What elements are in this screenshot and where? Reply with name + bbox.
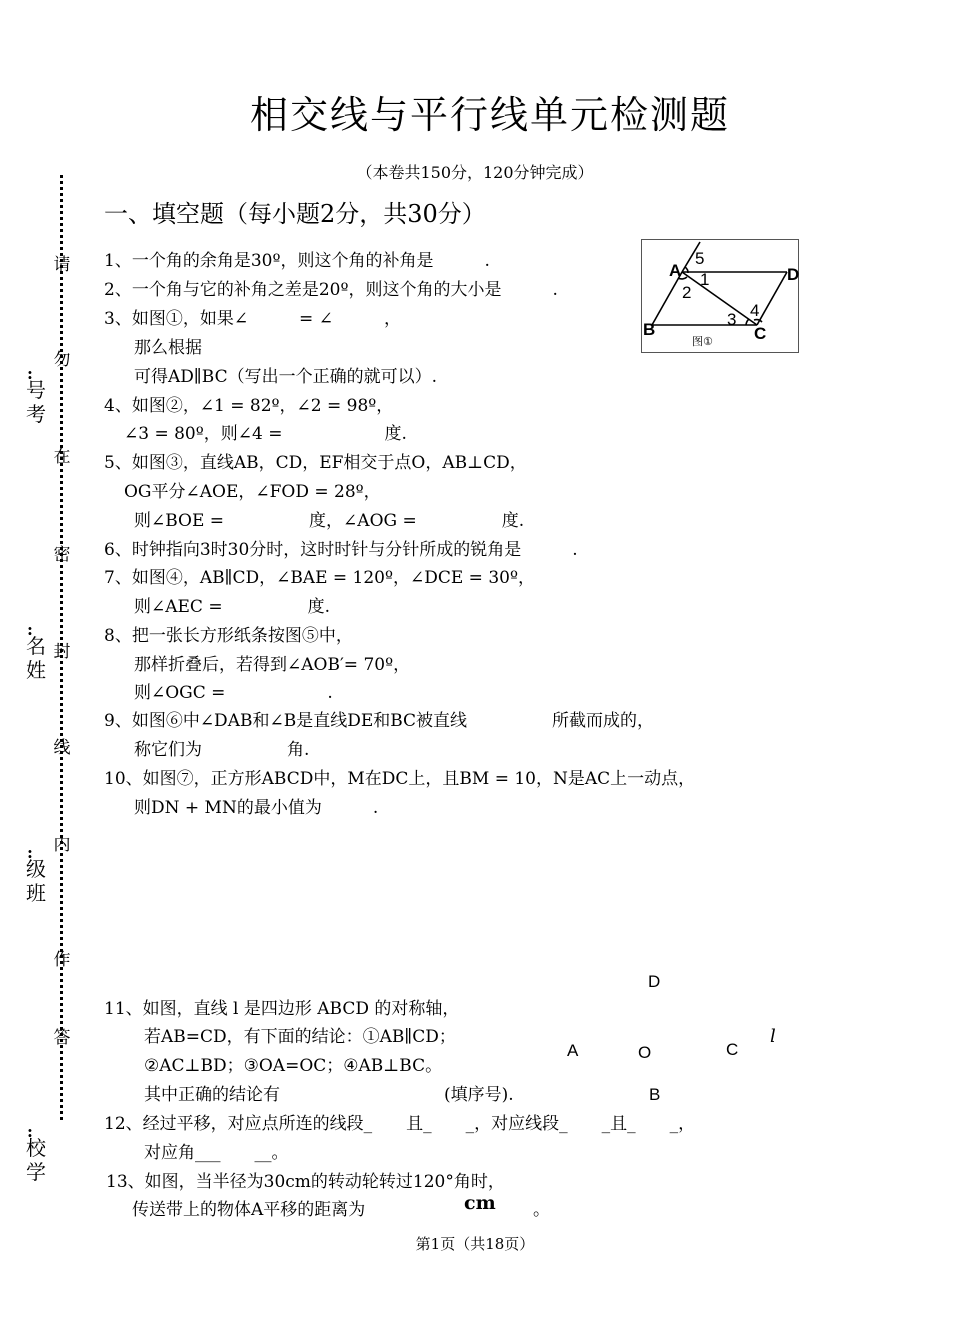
figure-1-label: 1 <box>700 270 710 289</box>
question-9-line-2: 称它们为 角. <box>134 740 310 760</box>
binding-char: 勿 <box>53 350 71 370</box>
question-11-line-4: 其中正确的结论有 <box>144 1085 280 1105</box>
figure-11-axis-label: l <box>770 1026 776 1047</box>
page-subtitle: （本卷共150分，120分钟完成） <box>356 163 594 182</box>
figure-1 <box>641 239 799 353</box>
figure-1-diagram <box>642 240 798 352</box>
figure-1-label: 5 <box>695 249 705 268</box>
question-13-end: 。 <box>533 1200 550 1220</box>
question-5-line-1: 5、如图③，直线AB，CD，EF相交于点O，AB⊥CD， <box>104 453 527 473</box>
question-12-line-1: 12、经过平移，对应点所连的线段_ 且_ _，对应线段_ _且_ _， <box>104 1114 696 1134</box>
binding-char: 作 <box>53 950 71 970</box>
figure-1-label: 3 <box>727 310 737 329</box>
question-13-line-1: 13、如图，当半径为30cm的转动轮转过120°角时， <box>106 1172 505 1192</box>
question-5-line-2: OG平分∠AOE，∠FOD = 28º， <box>124 482 381 502</box>
binding-field-class: 级班 <box>26 857 46 905</box>
question-3-line-1: 3、如图①，如果∠ = ∠ ， <box>104 309 401 329</box>
question-1: 1、一个角的余角是30º，则这个角的补角是 . <box>104 251 490 271</box>
binding-char: 在 <box>53 447 71 467</box>
figure-11-label: O <box>638 1043 652 1062</box>
question-4-line-1: 4、如图②，∠1 = 82º，∠2 = 98º， <box>104 396 394 416</box>
question-3-line-3: 可得AD∥BC（写出一个正确的就可以）. <box>134 367 437 387</box>
question-2: 2、一个角与它的补角之差是20º，则这个角的大小是 . <box>104 280 558 300</box>
question-11-line-3: ②AC⊥BD；③OA=OC；④AB⊥BC。 <box>144 1056 443 1076</box>
binding-char: 封 <box>53 642 71 662</box>
question-7-line-1: 7、如图④，AB∥CD，∠BAE = 120º，∠DCE = 30º， <box>104 568 535 588</box>
question-8-line-1: 8、把一张长方形纸条按图⑤中， <box>104 626 353 646</box>
question-7-line-2: 则∠AEC = 度. <box>134 597 330 617</box>
question-5-line-3: 则∠BOE = 度，∠AOG = 度. <box>134 511 525 531</box>
question-13-line-2: 传送带上的物体A平移的距离为 <box>132 1200 366 1220</box>
figure-11-label: C <box>726 1040 739 1059</box>
question-3-line-2: 那么根据 <box>134 338 202 358</box>
figure-1-label: 2 <box>682 283 692 302</box>
binding-field-name: 名姓 <box>26 634 46 682</box>
figure-1-label: 4 <box>750 301 760 320</box>
section-heading: 一、填空题（每小题2分，共30分） <box>104 200 486 228</box>
question-11-line-2: 若AB=CD，有下面的结论：①AB∥CD； <box>144 1027 456 1047</box>
question-9-line-1: 9、如图⑥中∠DAB和∠B是直线DE和BC被直线 所截而成的， <box>104 711 655 731</box>
figure-11-label: D <box>648 972 661 991</box>
question-11-fill-hint: (填序号). <box>444 1085 514 1105</box>
binding-char: 密 <box>53 545 71 565</box>
question-8-line-3: 则∠OGC = . <box>134 683 333 703</box>
binding-char: 线 <box>53 738 71 758</box>
figure-11-label: B <box>649 1085 661 1104</box>
figure-1-label: A <box>669 261 682 280</box>
question-10-line-2: 则DN + MN的最小值为 . <box>134 798 379 818</box>
binding-field-exam-number: 号考 <box>26 378 46 426</box>
page-title: 相交线与平行线单元检测题 <box>249 93 730 137</box>
figure-1-label: D <box>787 265 800 284</box>
question-4-line-2: ∠3 = 80º，则∠4 = 度. <box>124 424 407 444</box>
question-6: 6、时钟指向3时30分时，这时时针与分针所成的锐角是 . <box>104 540 578 560</box>
question-8-line-2: 那样折叠后，若得到∠AOB′= 70º， <box>134 655 411 675</box>
figure-11-label: A <box>567 1041 579 1060</box>
figure-1-label: B <box>643 320 656 339</box>
question-13-unit: cm <box>464 1192 496 1214</box>
figure-1-caption: 图① <box>692 335 713 348</box>
question-11-line-1: 11、如图，直线 l 是四边形 ABCD 的对称轴， <box>104 999 460 1019</box>
binding-field-school: 校学 <box>26 1136 46 1184</box>
binding-char: 答 <box>53 1028 71 1048</box>
question-12-line-2: 对应角___ __。 <box>144 1143 289 1163</box>
binding-char: 请 <box>53 255 71 275</box>
figure-1-label: C <box>754 324 767 343</box>
question-10-line-1: 10、如图⑦，正方形ABCD中，M在DC上，且BM = 10，N是AC上一动点， <box>104 769 696 789</box>
binding-char: 内 <box>53 835 71 855</box>
page-footer: 第1页（共18页） <box>415 1235 535 1253</box>
